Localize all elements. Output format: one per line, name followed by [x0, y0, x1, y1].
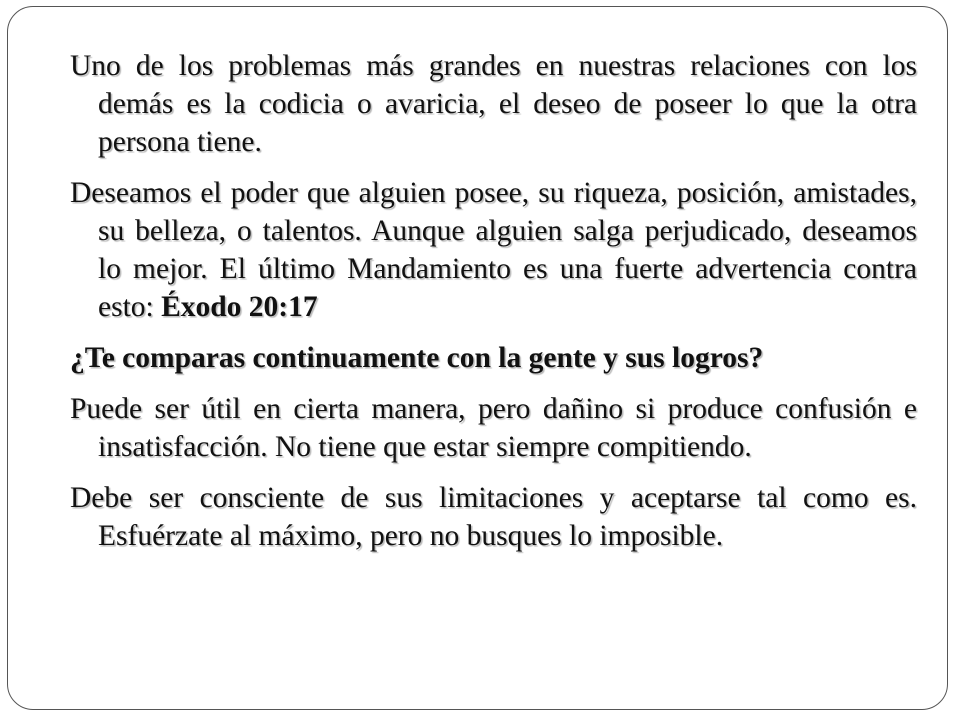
paragraph-text: ¿Te comparas continuamente con la gente y sus logros?	[70, 342, 764, 374]
paragraph-deseamos	[70, 174, 917, 326]
paragraph-text: Deseamos el poder que alguien posee, su riqueza, posición, amistades, su belleza, o talentos. Aunque alguien salga perjudicado, deseamos lo mejor. El último Mandamiento es una fuerte advertencia contra esto:	[70, 177, 917, 323]
paragraph-debe	[70, 479, 917, 555]
paragraph-puede	[70, 390, 917, 466]
paragraph-text: Debe ser consciente de sus limitaciones y aceptarse tal como es. Esfuérzate al máximo, pero no busques lo imposible.	[70, 482, 917, 552]
paragraph-text: Uno de los problemas más grandes en nuestras relaciones con los demás es la codicia o avaricia, el deseo de poseer lo que la otra persona tiene.	[70, 50, 917, 158]
question-heading	[70, 339, 917, 377]
paragraph-codicia	[70, 47, 917, 161]
paragraph-text: Puede ser útil en cierta manera, pero dañino si produce confusión e insatisfacción. No tiene que estar siempre compitiendo.	[70, 393, 917, 463]
slide-frame	[7, 6, 948, 710]
slide-body	[70, 47, 917, 568]
scripture-reference: Éxodo 20:17	[161, 291, 318, 323]
